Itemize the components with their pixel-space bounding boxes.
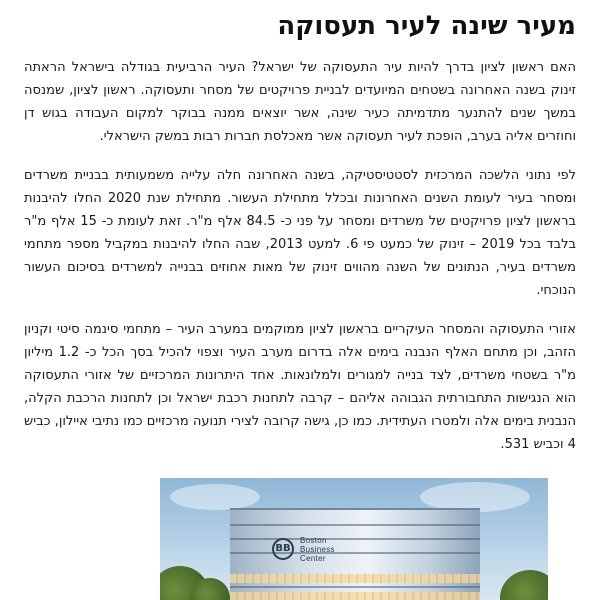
sign-line-business: Business (300, 545, 335, 554)
glass-tower (230, 508, 480, 600)
article-title: מעיר שינה לעיר תעסוקה (277, 11, 576, 41)
sign-line-boston: Boston (300, 536, 327, 545)
article-paragraph-3: אזורי התעסוקה והמסחר העיקריים בראשון לציון ממוקמים במערב העיר – מתחמי סינמה סיטי וקניון הזהב, וכן מתחם האלף הנבנה בימים אלה בדרום מערב העיר וצפוי להכיל בסך הכל כ- 1.2 מיליון מ"ר בשטחי משרדים, לצד בנייה למגורים ולמלונאות. אחד היתרונות המרכזיים של אזורי התעסוקה הוא הנגישות התחבורתית הגבוהה אליהם – קרבה לתחנות רכבת ישראל וכן לתחנות הרכבת הקלה, הנבנית בימים אלה ולמטרו העתידית. כמו כן, גישה קרובה לצירי תנועה מרכזיים כמו נתיבי איילון, כביש 4 וכביש 531. (24, 322, 576, 452)
article-paragraph-2: לפי נתוני הלשכה המרכזית לסטטיסטיקה, בשנה האחרונה חלה עלייה משמעותית בבניית משרדים ומסחר בעיר לעומת השנים האחרונות ובכלל מתחילת העשור. מתחילת שנת 2020 החלו להיבנות בראשון לציון פרויקטים של משרדים ומסחר על פני כ- 84.5 אלף מ"ר. זאת לעומת כ- 15 אלף מ"ר בלבד בכל 2019 – זינוק של כמעט פי 6. למעט 2013, שבה החלו להיבנות במקביל מספר מתחמי משרדים בעיר, הנתונים של השנה מהווים זינוק של מאות אחוזים בבנייה למשרדים בסיכום העשור הנוכחי. (24, 168, 577, 298)
cloud (170, 484, 260, 510)
building-sign (300, 536, 335, 563)
article-paragraph-1: האם ראשון לציון בדרך להיות עיר התעסוקה של ישראל? העיר הרביעית בגודלה בישראל הראתה זינוק בשנה האחרונה בשטחים המיועדים לבניית פרויקטים של מסחר ותעסוקה. ראשון לציון, שמנסה במשך שנים להתנער מתדמיתה כעיר שינה, אשר יוצאים ממנה בבוקר למקום העבודה בגוש דן וחוזרים אליה בערב, הופכת לעיר תעסוקה אשר מאכלסת חברות רבות במשק הישראלי. (24, 60, 576, 144)
building-logo-icon: BB (272, 538, 294, 560)
tree-icon (500, 570, 548, 600)
office-building-image (160, 478, 548, 600)
sign-line-center: Center (300, 554, 326, 563)
